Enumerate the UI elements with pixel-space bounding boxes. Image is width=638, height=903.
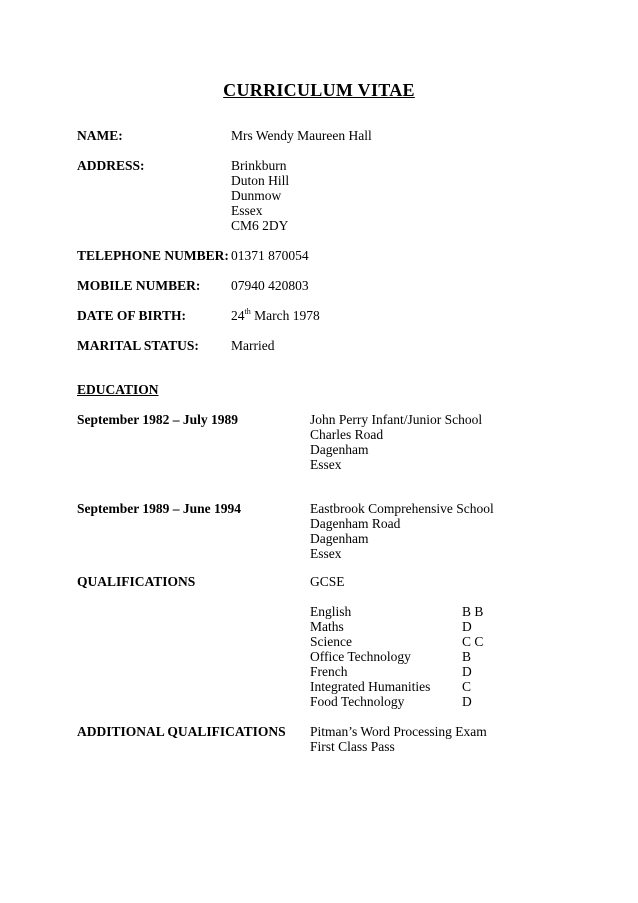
- mobile-label: MOBILE NUMBER:: [77, 278, 201, 293]
- name-value: Mrs Wendy Maureen Hall: [231, 128, 372, 143]
- subject-grade: D: [462, 664, 472, 679]
- school-line: John Perry Infant/Junior School: [310, 412, 483, 427]
- mobile-value: 07940 420803: [231, 278, 309, 293]
- address-line: Essex: [231, 203, 263, 218]
- education-period: September 1989 – June 1994: [77, 501, 241, 516]
- address-line: Duton Hill: [231, 173, 290, 188]
- school-line: Charles Road: [310, 427, 384, 442]
- education-heading: EDUCATION: [77, 382, 159, 397]
- school-line: Essex: [310, 546, 342, 561]
- address-line: Dunmow: [231, 188, 282, 203]
- education-period: September 1982 – July 1989: [77, 412, 238, 427]
- dob-day: 24: [231, 308, 245, 323]
- marital-value: Married: [231, 338, 275, 353]
- subject-grade: D: [462, 694, 472, 709]
- address-line: Brinkburn: [231, 158, 287, 173]
- subject-name: Science: [310, 634, 352, 649]
- telephone-value: 01371 870054: [231, 248, 309, 263]
- address-label: ADDRESS:: [77, 158, 145, 173]
- subject-name: Integrated Humanities: [310, 679, 431, 694]
- subject-name: French: [310, 664, 348, 679]
- school-line: Essex: [310, 457, 342, 472]
- qualification-type: GCSE: [310, 574, 345, 589]
- address-line: CM6 2DY: [231, 218, 289, 233]
- dob-label: DATE OF BIRTH:: [77, 308, 187, 323]
- dob-suffix: th: [244, 306, 251, 316]
- subject-name: English: [310, 604, 352, 619]
- name-label: NAME:: [77, 128, 123, 143]
- subject-grade: D: [462, 619, 472, 634]
- subject-grade: C C: [462, 634, 484, 649]
- page-title: CURRICULUM VITAE: [223, 80, 415, 100]
- subject-grade: B B: [462, 604, 484, 619]
- school-line: Eastbrook Comprehensive School: [310, 501, 494, 516]
- dob-value: [231, 308, 320, 323]
- qualifications-heading: QUALIFICATIONS: [77, 574, 196, 589]
- school-line: Dagenham Road: [310, 516, 401, 531]
- subject-grade: B: [462, 649, 472, 664]
- marital-label: MARITAL STATUS:: [77, 338, 199, 353]
- school-line: Dagenham: [310, 442, 369, 457]
- additional-line: Pitman’s Word Processing Exam: [310, 724, 487, 739]
- subject-name: Food Technology: [310, 694, 405, 709]
- additional-heading: ADDITIONAL QUALIFICATIONS: [77, 724, 286, 739]
- subject-name: Office Technology: [310, 649, 411, 664]
- subject-grade: C: [462, 679, 472, 694]
- dob-rest: March 1978: [250, 308, 320, 323]
- telephone-label: TELEPHONE NUMBER:: [77, 248, 229, 263]
- subject-name: Maths: [310, 619, 344, 634]
- additional-line: First Class Pass: [310, 739, 395, 754]
- school-line: Dagenham: [310, 531, 369, 546]
